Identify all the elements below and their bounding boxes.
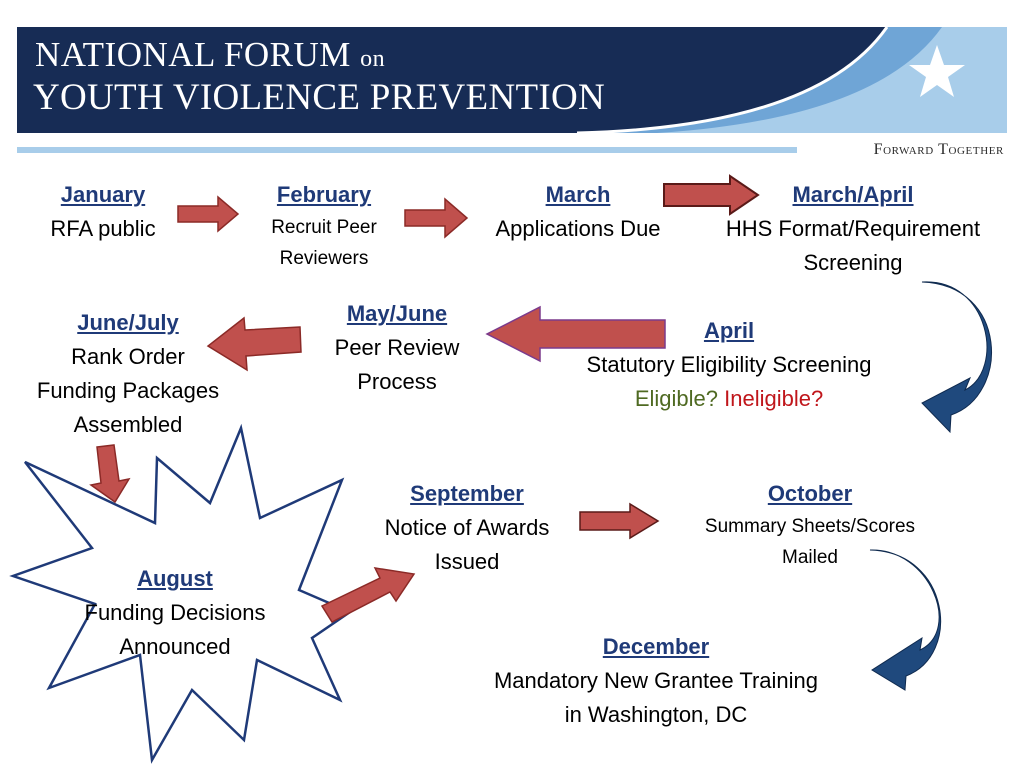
curve-marapr-april (922, 282, 991, 432)
month-march-april: March/April (792, 182, 914, 207)
desc-march-april-2: Screening (803, 250, 903, 275)
desc-april: Statutory Eligibility Screening (586, 352, 872, 377)
desc-march: Applications Due (495, 216, 661, 241)
arrow-september-october (580, 504, 658, 538)
step-may-june (312, 297, 482, 399)
desc-february-2: Reviewers (279, 248, 369, 269)
desc-december-1: Mandatory New Grantee Training (493, 668, 819, 693)
step-january (30, 178, 176, 246)
desc-september-1: Notice of Awards (384, 515, 550, 540)
desc-october-2: Mailed (782, 547, 838, 568)
step-march (474, 178, 682, 246)
step-september (362, 477, 572, 579)
step-june-july (18, 306, 238, 442)
desc-may-june-1: Peer Review (334, 335, 460, 360)
arrow-junejuly-august (91, 445, 129, 502)
step-february (242, 178, 406, 274)
desc-october-1: Summary Sheets/Scores (704, 516, 916, 537)
month-march: March (545, 182, 611, 207)
month-april: April (703, 318, 755, 343)
desc-january: RFA public (50, 216, 156, 241)
header-title-line2: YOUTH VIOLENCE PREVENTION (33, 77, 606, 118)
desc-may-june-2: Process (357, 369, 437, 394)
month-december: December (602, 634, 710, 659)
step-april (553, 314, 905, 416)
month-september: September (410, 481, 524, 506)
desc-june-july-3: Assembled (73, 412, 183, 437)
desc-june-july-2: Funding Packages (36, 378, 220, 403)
desc-august-1: Funding Decisions (84, 600, 266, 625)
desc-september-2: Issued (434, 549, 500, 574)
arrow-feb-mar (405, 199, 467, 237)
eligible-label: Eligible? (634, 386, 718, 411)
ineligible-label: Ineligible? (724, 386, 824, 411)
step-march-april (700, 178, 1006, 280)
step-august (66, 562, 284, 664)
month-august: August (137, 566, 213, 591)
desc-august-2: Announced (119, 634, 231, 659)
step-october (680, 477, 940, 573)
header-title-line1: NATIONAL FORUM on (35, 35, 386, 74)
arrow-jan-feb (178, 197, 238, 231)
desc-december-2: in Washington, DC (564, 702, 748, 727)
month-february: February (276, 182, 372, 207)
step-december (458, 630, 854, 732)
desc-february-1: Recruit Peer (271, 217, 377, 238)
month-may-june: May/June (346, 301, 448, 326)
desc-june-july-1: Rank Order (71, 344, 185, 369)
desc-march-april-1: HHS Format/Requirement (725, 216, 981, 241)
month-january: January (60, 182, 146, 207)
month-october: October (767, 481, 853, 506)
month-june-july: June/July (77, 310, 179, 335)
tagline: Forward Together (873, 141, 1004, 158)
